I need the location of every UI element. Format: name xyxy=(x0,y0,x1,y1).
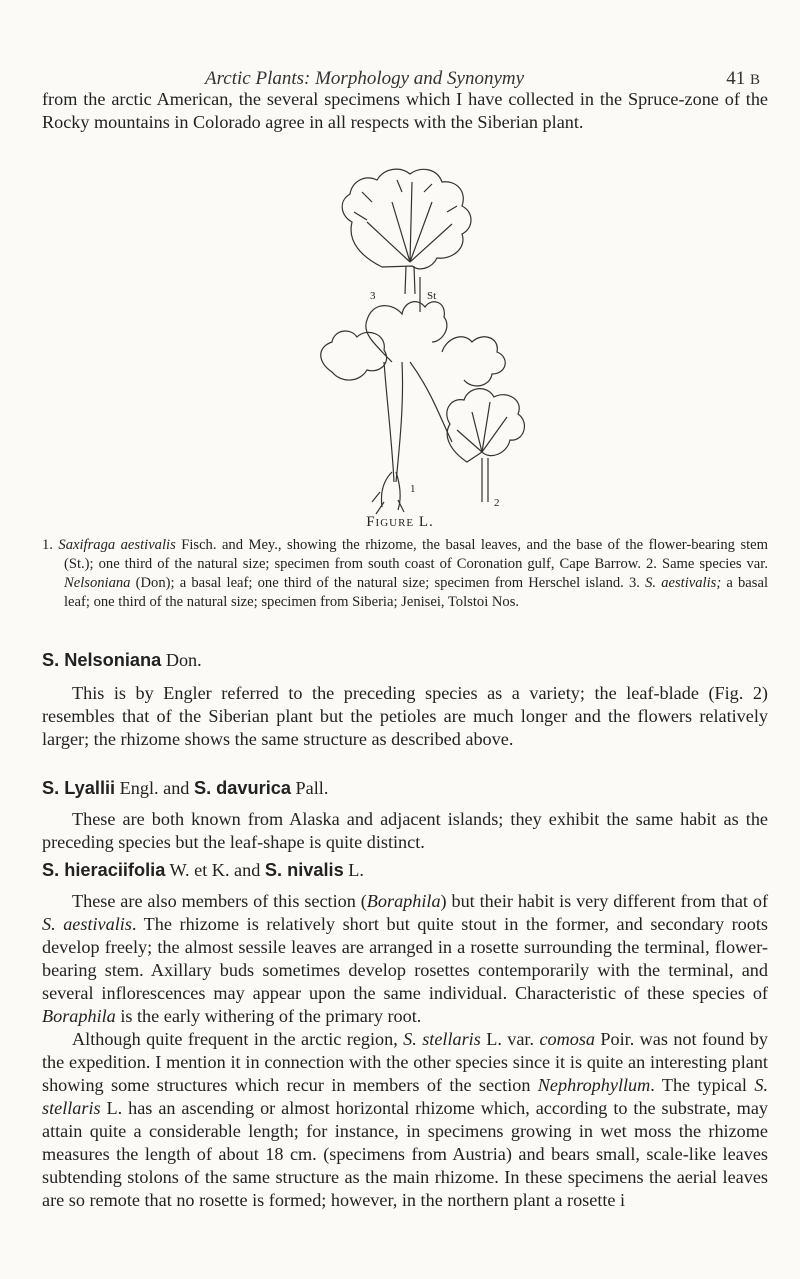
page-number: 41 B xyxy=(726,68,760,89)
figure-caption: 1. Saxifraga aestivalis Fisch. and Mey., showing the rhizome, the basal leaves, and the base of the flower-bearing stem (St.); one third of the natural size; specimen from south coast of Coronation gulf, Cape Barrow. 2. Same species var. Nelsoniana (Don); a basal leaf; one third of the natural size; specimen from Herschel island. 3. S. aestivalis; a basal leaf; one third of the natural size; specimen from Siberia; Jenisei, Tolstoi Nos. xyxy=(42,537,769,610)
figure-title: Figure L. xyxy=(366,514,434,530)
running-title: Arctic Plants: Morphology and Synonymy xyxy=(205,68,525,89)
label-3: 3 xyxy=(370,290,376,302)
running-header xyxy=(205,68,760,90)
saxifraga-drawing xyxy=(292,162,552,524)
paragraph-nelsoniana: This is by Engler referred to the preceding species as a variety; the leaf-blade (Fig. 2) resembles that of the Siberian plant but the petioles are much longer and the flowers relatively larger; the rhizome shows the same structure as described above. xyxy=(42,683,768,749)
paragraph-hieraciifolia: These are also members of this section (Boraphila) but their habit is very different from that of S. aestivalis. The rhizome is relatively short but quite stout in the former, and secondary roots develop freely; the almost sessile leaves are arranged in a rosette surrounding the terminal, flower-bearing stem. Axillary buds sometimes develop rosettes contemporarily with the terminal, and several inflorescences may appear upon the same individual. Characteristic of these species of Boraphila is the early withering of the primary root. Although quite frequent in the arctic region, S. stellaris L. var. comosa Poir. was not found by the expedition. I mention it in connection with the other species since it is quite an interesting plant showing some structures which recur in members of the section Nephrophyllum. The typical S. stellaris L. has an ascending or almost horizontal rhizome which, according to the substrate, may attain quite a considerable length; for instance, in specimens growing in wet moss the rhizome measures the length of about 18 cm. (specimens from Austria) and bears small, scale-like leaves subtending stolons of the same structure as the main rhizome. In these specimens the aerial leaves are so remote that no rosette is formed; however, in the northern plant a rosette i xyxy=(42,891,768,1210)
label-st: St xyxy=(427,290,437,302)
leaf-3-drawing xyxy=(342,169,471,294)
section-heading-nelsoniana: S. Nelsoniana Don. xyxy=(42,650,202,670)
leaf-2-drawing xyxy=(447,389,525,502)
intro-paragraph: from the arctic American, the several specimens which I have collected in the Spruce-zone of the Rocky mountains in Colorado agree in all respects with the Siberian plant. xyxy=(42,89,768,132)
label-2: 2 xyxy=(494,497,500,509)
paragraph-lyallii: These are both known from Alaska and adjacent islands; they exhibit the same habit as the preceding species but the leaf-shape is quite distinct. xyxy=(42,809,768,852)
figure-illustration xyxy=(292,162,552,524)
label-1: 1 xyxy=(410,483,416,495)
section-heading-hieraciifolia: S. hieraciifolia W. et K. and S. nivalis L. xyxy=(42,860,364,880)
section-heading-lyallii: S. Lyallii Engl. and S. davurica Pall. xyxy=(42,778,329,798)
